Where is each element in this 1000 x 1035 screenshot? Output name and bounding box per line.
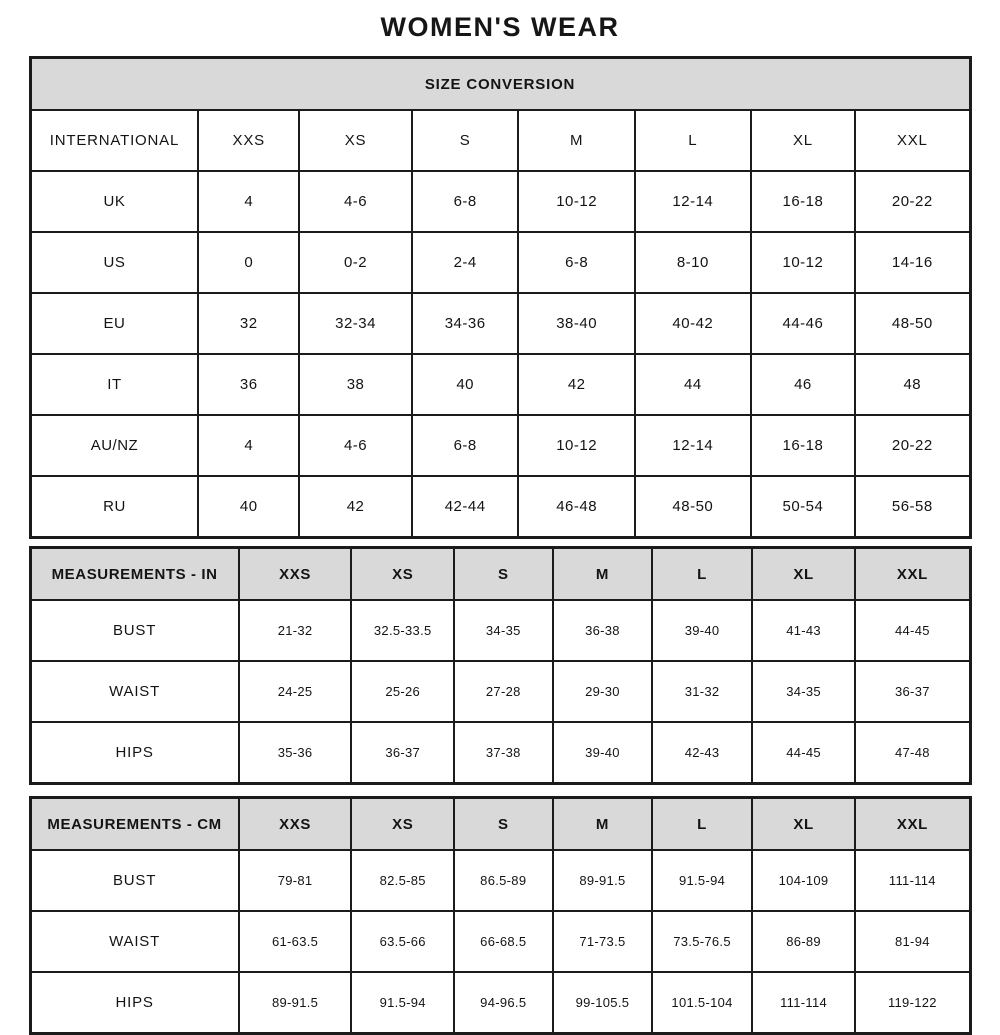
table-cell: 40 xyxy=(198,476,299,538)
row-label: BUST xyxy=(30,600,239,661)
table-cell: 27-28 xyxy=(454,661,553,722)
table-cell: 111-114 xyxy=(752,972,855,1034)
table-cell: 86-89 xyxy=(752,911,855,972)
table-cell: 44-45 xyxy=(855,600,970,661)
table-cell: 36 xyxy=(198,354,299,415)
table-cell: 32.5-33.5 xyxy=(351,600,453,661)
table-cell: 0-2 xyxy=(299,232,412,293)
table-row xyxy=(30,476,970,538)
table-banner-title: SIZE CONVERSION xyxy=(30,58,970,111)
row-label: HIPS xyxy=(30,722,239,784)
table-cell: 48-50 xyxy=(855,293,970,354)
measurements-in-table xyxy=(29,546,972,785)
column-header: INTERNATIONAL xyxy=(30,110,198,171)
column-header: L xyxy=(635,110,751,171)
column-header: MEASUREMENTS - IN xyxy=(30,548,239,601)
table-cell: 48-50 xyxy=(635,476,751,538)
table-cell: 4 xyxy=(198,415,299,476)
column-header: XL xyxy=(751,110,855,171)
table-row xyxy=(30,600,970,661)
table-cell: 29-30 xyxy=(553,661,653,722)
table-cell: 4-6 xyxy=(299,171,412,232)
table-cell: 82.5-85 xyxy=(351,850,453,911)
table-cell: 31-32 xyxy=(652,661,752,722)
table-row xyxy=(30,850,970,911)
table-row xyxy=(30,293,970,354)
table-cell: 104-109 xyxy=(752,850,855,911)
table-cell: 61-63.5 xyxy=(239,911,352,972)
column-header: M xyxy=(553,798,653,851)
table-cell: 46-48 xyxy=(518,476,635,538)
table-cell: 2-4 xyxy=(412,232,518,293)
column-header: S xyxy=(412,110,518,171)
page-title: WOMEN'S WEAR xyxy=(380,12,620,42)
table-cell: 73.5-76.5 xyxy=(652,911,752,972)
table-cell: 42 xyxy=(299,476,412,538)
table-cell: 10-12 xyxy=(751,232,855,293)
table-cell: 34-36 xyxy=(412,293,518,354)
table-cell: 38 xyxy=(299,354,412,415)
table-cell: 0 xyxy=(198,232,299,293)
column-header: XL xyxy=(752,798,855,851)
table-cell: 34-35 xyxy=(752,661,855,722)
column-header: S xyxy=(454,548,553,601)
table-cell: 47-48 xyxy=(855,722,970,784)
table-cell: 91.5-94 xyxy=(351,972,453,1034)
table-cell: 119-122 xyxy=(855,972,970,1034)
table-cell: 4 xyxy=(198,171,299,232)
table-cell: 20-22 xyxy=(855,171,970,232)
table-cell: 8-10 xyxy=(635,232,751,293)
table-cell: 36-37 xyxy=(855,661,970,722)
table-cell: 20-22 xyxy=(855,415,970,476)
table-cell: 44 xyxy=(635,354,751,415)
column-header: M xyxy=(518,110,635,171)
table-cell: 21-32 xyxy=(239,600,352,661)
table-cell: 40-42 xyxy=(635,293,751,354)
table-cell: 101.5-104 xyxy=(652,972,752,1034)
table-cell: 66-68.5 xyxy=(454,911,553,972)
column-header: S xyxy=(454,798,553,851)
table-cell: 39-40 xyxy=(652,600,752,661)
table-cell: 32 xyxy=(198,293,299,354)
table-cell: 46 xyxy=(751,354,855,415)
table-cell: 12-14 xyxy=(635,415,751,476)
table-cell: 6-8 xyxy=(412,171,518,232)
table-cell: 10-12 xyxy=(518,415,635,476)
table-cell: 16-18 xyxy=(751,415,855,476)
column-header: XS xyxy=(351,548,453,601)
table-cell: 42 xyxy=(518,354,635,415)
row-label: HIPS xyxy=(30,972,239,1034)
table-cell: 16-18 xyxy=(751,171,855,232)
table-cell: 24-25 xyxy=(239,661,352,722)
row-label: RU xyxy=(30,476,198,538)
row-label: WAIST xyxy=(30,661,239,722)
table-cell: 89-91.5 xyxy=(553,850,653,911)
table-cell: 35-36 xyxy=(239,722,352,784)
size-conversion-table xyxy=(29,56,972,539)
table-cell: 41-43 xyxy=(752,600,855,661)
table-cell: 40 xyxy=(412,354,518,415)
table-cell: 79-81 xyxy=(239,850,352,911)
table-cell: 63.5-66 xyxy=(351,911,453,972)
row-label: AU/NZ xyxy=(30,415,198,476)
column-header: L xyxy=(652,548,752,601)
table-cell: 42-44 xyxy=(412,476,518,538)
column-header: MEASUREMENTS - CM xyxy=(30,798,239,851)
table-cell: 44-45 xyxy=(752,722,855,784)
table-cell: 6-8 xyxy=(518,232,635,293)
table-cell: 39-40 xyxy=(553,722,653,784)
row-label: UK xyxy=(30,171,198,232)
table-cell: 36-38 xyxy=(553,600,653,661)
table-cell: 10-12 xyxy=(518,171,635,232)
table-cell: 86.5-89 xyxy=(454,850,553,911)
table-row xyxy=(30,354,970,415)
row-label: WAIST xyxy=(30,911,239,972)
table-cell: 56-58 xyxy=(855,476,970,538)
column-header: XS xyxy=(299,110,412,171)
row-label: EU xyxy=(30,293,198,354)
table-row xyxy=(30,972,970,1034)
column-header: XXL xyxy=(855,798,970,851)
table-cell: 89-91.5 xyxy=(239,972,352,1034)
table-row xyxy=(30,171,970,232)
table-cell: 42-43 xyxy=(652,722,752,784)
row-label: US xyxy=(30,232,198,293)
table-row xyxy=(30,661,970,722)
column-header: M xyxy=(553,548,653,601)
column-header: XXS xyxy=(198,110,299,171)
table-row xyxy=(30,415,970,476)
table-cell: 38-40 xyxy=(518,293,635,354)
column-header: XXL xyxy=(855,548,970,601)
column-header: L xyxy=(652,798,752,851)
table-cell: 111-114 xyxy=(855,850,970,911)
row-label: BUST xyxy=(30,850,239,911)
row-label: IT xyxy=(30,354,198,415)
table-cell: 99-105.5 xyxy=(553,972,653,1034)
table-cell: 44-46 xyxy=(751,293,855,354)
table-cell: 12-14 xyxy=(635,171,751,232)
table-row xyxy=(30,911,970,972)
table-cell: 94-96.5 xyxy=(454,972,553,1034)
table-cell: 37-38 xyxy=(454,722,553,784)
measurements-cm-table xyxy=(29,796,972,1035)
table-cell: 4-6 xyxy=(299,415,412,476)
table-cell: 71-73.5 xyxy=(553,911,653,972)
table-cell: 91.5-94 xyxy=(652,850,752,911)
table-cell: 32-34 xyxy=(299,293,412,354)
table-cell: 14-16 xyxy=(855,232,970,293)
column-header: XL xyxy=(752,548,855,601)
table-cell: 6-8 xyxy=(412,415,518,476)
column-header: XS xyxy=(351,798,453,851)
table-row xyxy=(30,232,970,293)
table-cell: 34-35 xyxy=(454,600,553,661)
column-header: XXL xyxy=(855,110,970,171)
table-cell: 81-94 xyxy=(855,911,970,972)
column-header: XXS xyxy=(239,548,352,601)
table-cell: 25-26 xyxy=(351,661,453,722)
table-cell: 36-37 xyxy=(351,722,453,784)
table-row xyxy=(30,722,970,784)
table-cell: 50-54 xyxy=(751,476,855,538)
table-cell: 48 xyxy=(855,354,970,415)
column-header: XXS xyxy=(239,798,352,851)
